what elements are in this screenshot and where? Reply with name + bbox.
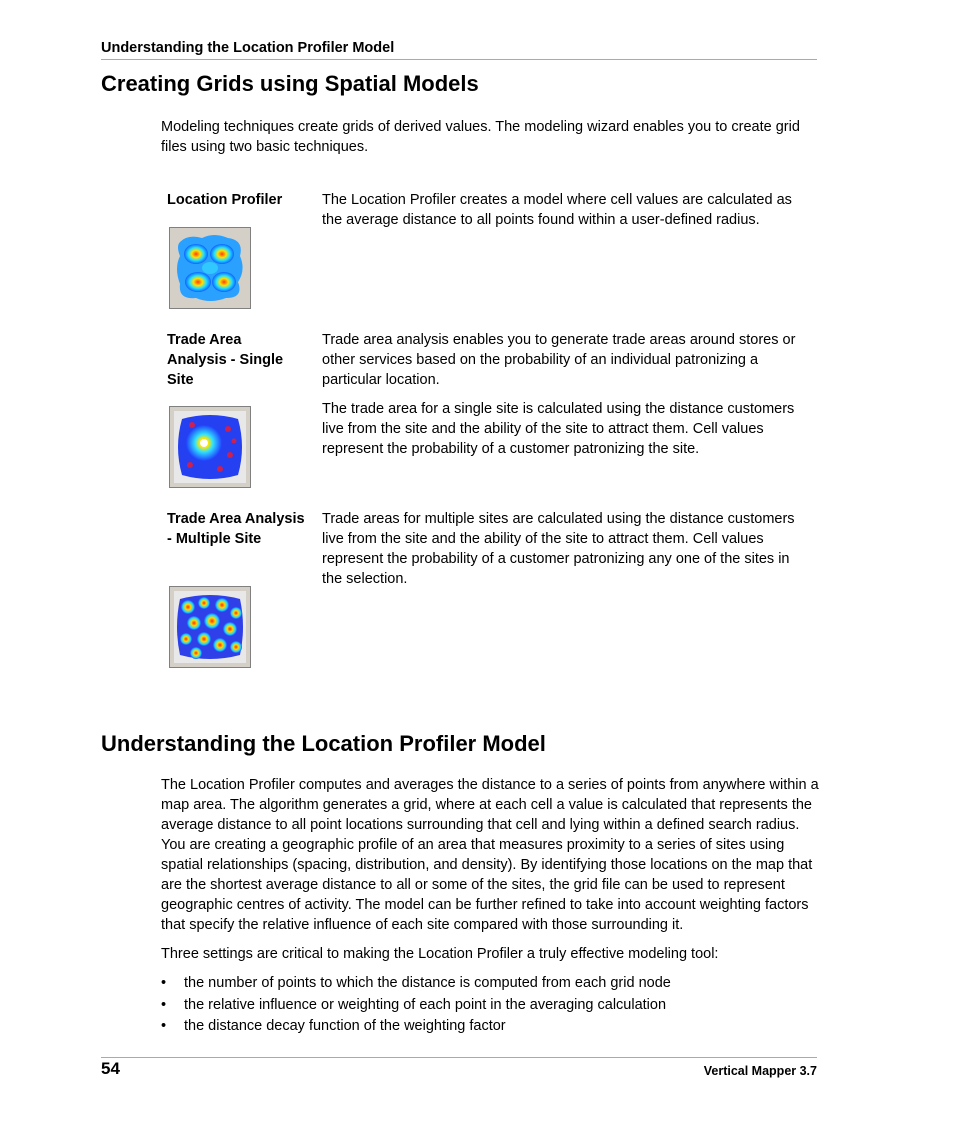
list-item: • the relative influence or weighting of each point in the averaging calculation	[161, 995, 821, 1017]
running-header: Understanding the Location Profiler Model	[101, 40, 395, 56]
section-title-creating-grids: Creating Grids using Spatial Models	[101, 71, 479, 96]
term-trade-area-single: Trade Area Analysis - Single Site	[167, 332, 284, 388]
footer-product-name: Vertical Mapper 3.7	[703, 1064, 817, 1078]
location-profiler-thumbnail	[169, 227, 251, 309]
header-rule	[101, 59, 817, 60]
desc-trade-area-single-1: Trade area analysis enables you to generate trade areas around stores or other services based on the probability of an individual patronizing a particular location.	[322, 332, 796, 388]
page-number: 54	[101, 1059, 120, 1078]
term-trade-area-multiple: Trade Area Analysis - Multiple Site	[167, 511, 305, 547]
list-item: • the distance decay function of the weighting factor	[161, 1016, 821, 1038]
desc-location-profiler: The Location Profiler creates a model where cell values are calculated as the average distance to all points found within a user-defined radius.	[322, 192, 792, 228]
body-paragraph: The Location Profiler computes and averages the distance to a series of points from anywhere within a map area. The algorithm generates a grid, where at each cell a value is calculated that represents the average distance to all point locations surrounding that cell and lying within a defined search radius. You are creating a geographic profile of an area that measures proximity to a series of sites using spatial relationships (spacing, distribution, and density). By identifying those locations on the map that are the shortest average distance to all or some of the sites, the grid file can be used to represent geographic centres of activity. The model can be further refined to take into account weighting factors that specify the relative influence of each site compared with those surrounding it.	[161, 777, 819, 933]
lead-paragraph: Three settings are critical to making the Location Profiler a truly effective modeling tool:	[161, 946, 719, 962]
footer-rule	[101, 1057, 817, 1058]
list-item: • the number of points to which the distance is computed from each grid node	[161, 973, 821, 995]
trade-area-multiple-thumbnail	[169, 586, 251, 668]
desc-trade-area-multiple: Trade areas for multiple sites are calculated using the distance customers live from the site and the ability of the site to attract them. Cell values represent the probability of a customer patronizing any one of the sites in the selection.	[322, 511, 795, 587]
term-location-profiler: Location Profiler	[167, 192, 283, 208]
section-title-understanding: Understanding the Location Profiler Model	[101, 731, 546, 756]
intro-paragraph: Modeling techniques create grids of derived values. The modeling wizard enables you to create grid files using two basic techniques.	[161, 119, 800, 155]
trade-area-single-thumbnail	[169, 406, 251, 488]
desc-trade-area-single-2: The trade area for a single site is calculated using the distance customers live from the site and the ability of the site to attract them. Cell values represent the probability of a customer patronizing the site.	[322, 401, 795, 457]
settings-list	[161, 973, 821, 1038]
